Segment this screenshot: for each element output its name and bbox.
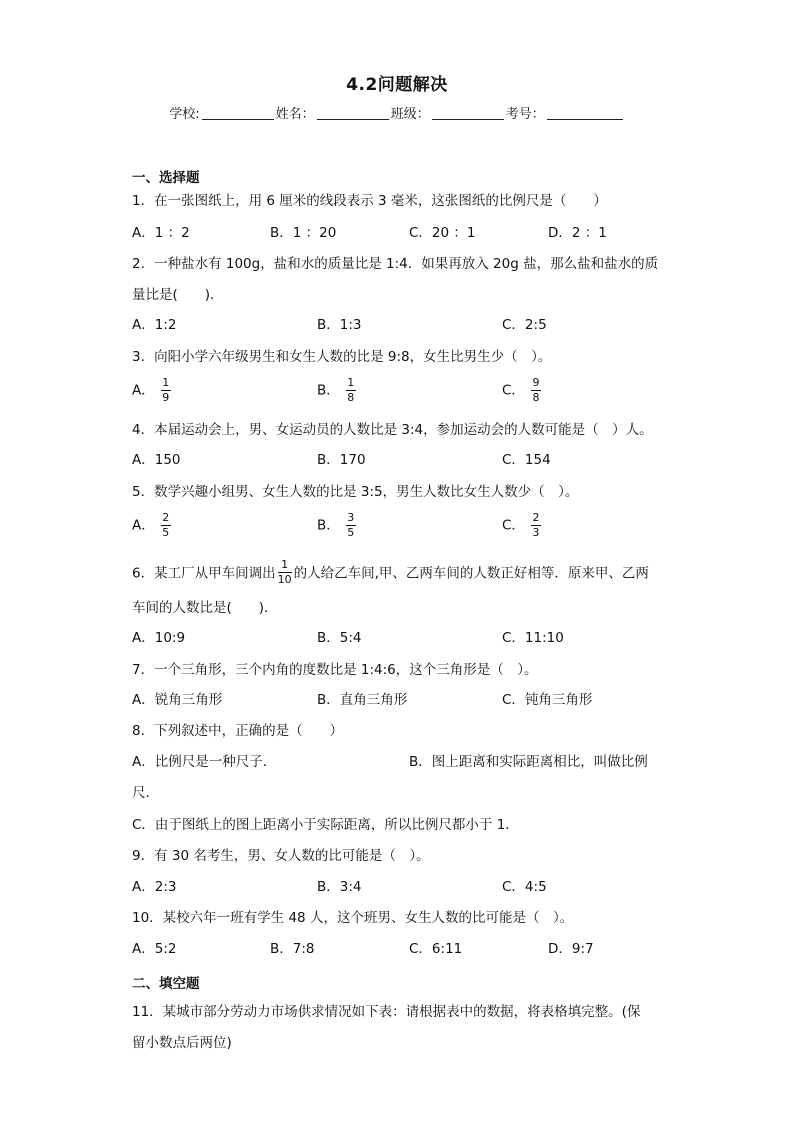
question-9-options <box>132 877 672 909</box>
page-title: 4.2问题解决 <box>346 75 448 95</box>
q8-option-b: B．图上距离和实际距离相比，叫做比例 <box>409 754 648 770</box>
class-blank <box>432 106 504 120</box>
question-6-options <box>132 628 672 660</box>
q8-option-b-continued: 尺． <box>132 785 159 801</box>
question-2-options <box>132 315 672 347</box>
q1-option-c: C．20 ：1 <box>409 225 476 241</box>
q10-option-b: B．7:8 <box>270 941 315 957</box>
q5-a-numerator: 2 <box>162 511 170 524</box>
q7-option-a: A．锐角三角形 <box>132 692 223 708</box>
q8-option-c: C．由于图纸上的图上距离小于实际距离，所以比例尺都小于 1． <box>132 817 519 833</box>
q5-option-b <box>317 512 356 539</box>
q1-option-b: B．1 ：20 <box>270 225 337 241</box>
q6-text-post: 的人给乙车间,甲、乙两车间的人数正好相等．原来甲、乙两 <box>293 565 649 582</box>
question-10-options <box>132 939 672 971</box>
q3-b-denominator: 8 <box>347 391 355 404</box>
q3-option-c-fraction <box>531 377 541 404</box>
question-1: 1．在一张图纸上，用 6 厘米的线段表示 3 毫米，这张图纸的比例尺是（ ） <box>132 193 607 209</box>
question-10: 10．某校六年一班有学生 48 人，这个班男、女生人数的比可能是（ ）。 <box>132 910 574 926</box>
q4-option-a: A．150 <box>132 452 181 468</box>
question-3: 3．向阳小学六年级男生和女生人数的比是 9:8，女生比男生少（ ）。 <box>132 349 552 365</box>
q1-option-d: D．2 ：1 <box>548 225 607 241</box>
q7-option-c: C．钝角三角形 <box>502 692 593 708</box>
question-9: 9．有 30 名考生，男、女人数的比可能是（ ）。 <box>132 848 430 864</box>
q9-option-b: B．3:4 <box>317 879 362 895</box>
q5-option-a <box>132 512 171 539</box>
name-label: 姓名： <box>275 107 315 122</box>
question-2-line-2: 量比是( )． <box>132 287 224 303</box>
q3-option-b-fraction <box>346 377 356 404</box>
q3-c-denominator: 8 <box>532 391 540 404</box>
q4-option-c: C．154 <box>502 452 551 468</box>
q3-c-numerator: 9 <box>532 376 540 389</box>
question-11-line-1: 11．某城市部分劳动力市场供求情况如下表：请根据表中的数据，将表格填完整。(保 <box>132 1004 641 1020</box>
question-5-options <box>132 512 672 544</box>
class-label: 班级： <box>390 107 430 122</box>
q4-option-b: B．170 <box>317 452 366 468</box>
section-choice: 一、选择题 <box>132 170 200 186</box>
q3-option-a-label: A． <box>132 382 155 399</box>
question-5: 5．数学兴趣小组男、女生人数的比是 3:5，男生人数比女生人数少（ ）。 <box>132 484 579 500</box>
q5-option-a-label: A． <box>132 517 155 534</box>
question-8-options-row <box>132 752 672 784</box>
question-7-options <box>132 690 672 722</box>
question-6-line-1 <box>132 560 672 587</box>
q5-b-denominator: 5 <box>347 526 355 539</box>
q6-numerator: 1 <box>281 558 289 571</box>
q3-a-denominator: 9 <box>162 391 170 404</box>
q7-option-b: B．直角三角形 <box>317 692 408 708</box>
q3-option-c-label: C． <box>502 382 525 399</box>
q6-denominator: 10 <box>277 573 292 586</box>
q5-option-a-fraction <box>161 512 171 539</box>
question-4-options <box>132 450 672 482</box>
q5-b-numerator: 3 <box>347 511 355 524</box>
question-3-options <box>132 377 672 409</box>
q8-option-a: A．比例尺是一种尺子． <box>132 754 277 770</box>
q6-text-pre: 6．某工厂从甲车间调出 <box>132 565 276 582</box>
q5-option-c <box>502 512 541 539</box>
section-fill: 二、填空题 <box>132 976 200 992</box>
q3-a-numerator: 1 <box>162 376 170 389</box>
question-4: 4．本届运动会上，男、女运动员的人数比是 3:4，参加运动会的人数可能是（ ）人。 <box>132 422 653 438</box>
q10-option-c: C．6:11 <box>409 941 463 957</box>
q5-option-c-label: C． <box>502 517 525 534</box>
q6-option-b: B．5:4 <box>317 630 362 646</box>
q5-option-b-fraction <box>346 512 356 539</box>
q2-option-c: C．2:5 <box>502 317 547 333</box>
exam-no-blank <box>547 106 623 120</box>
q1-option-a: A．1 ：2 <box>132 225 190 241</box>
name-blank <box>317 106 389 120</box>
q3-option-b <box>317 377 356 404</box>
school-label: 学校: <box>169 107 200 122</box>
q3-option-b-label: B． <box>317 382 340 399</box>
q5-a-denominator: 5 <box>162 526 170 539</box>
q5-c-denominator: 3 <box>532 526 540 539</box>
q9-option-a: A．2:3 <box>132 879 177 895</box>
q5-option-c-fraction <box>531 512 541 539</box>
student-info <box>0 103 794 122</box>
exam-no-label: 考号： <box>505 107 545 122</box>
question-7: 7．一个三角形，三个内角的度数比是 1:4:6，这个三角形是（ ）。 <box>132 662 538 678</box>
q2-option-a: A．1:2 <box>132 317 177 333</box>
q10-option-d: D．9:7 <box>548 941 594 957</box>
q3-option-a <box>132 377 171 404</box>
q3-option-c <box>502 377 541 404</box>
q6-option-a: A．10:9 <box>132 630 186 646</box>
school-blank <box>202 106 274 120</box>
question-11-line-2: 留小数点后两位) <box>132 1035 232 1051</box>
q5-c-numerator: 2 <box>532 511 540 524</box>
q9-option-c: C．4:5 <box>502 879 547 895</box>
q2-option-b: B．1:3 <box>317 317 362 333</box>
q10-option-a: A．5:2 <box>132 941 177 957</box>
question-8: 8．下列叙述中，正确的是（ ） <box>132 723 344 739</box>
question-1-options <box>132 223 672 255</box>
q6-fraction <box>277 559 293 586</box>
question-6-line-2: 车间的人数比是( )． <box>132 600 278 616</box>
q3-option-a-fraction <box>161 377 171 404</box>
question-2-line-1: 2．一种盐水有 100g，盐和水的质量比是 1:4．如果再放入 20g 盐，那么盐和盐水的质 <box>132 256 659 272</box>
q3-b-numerator: 1 <box>347 376 355 389</box>
q5-option-b-label: B． <box>317 517 340 534</box>
q6-option-c: C．11:10 <box>502 630 564 646</box>
